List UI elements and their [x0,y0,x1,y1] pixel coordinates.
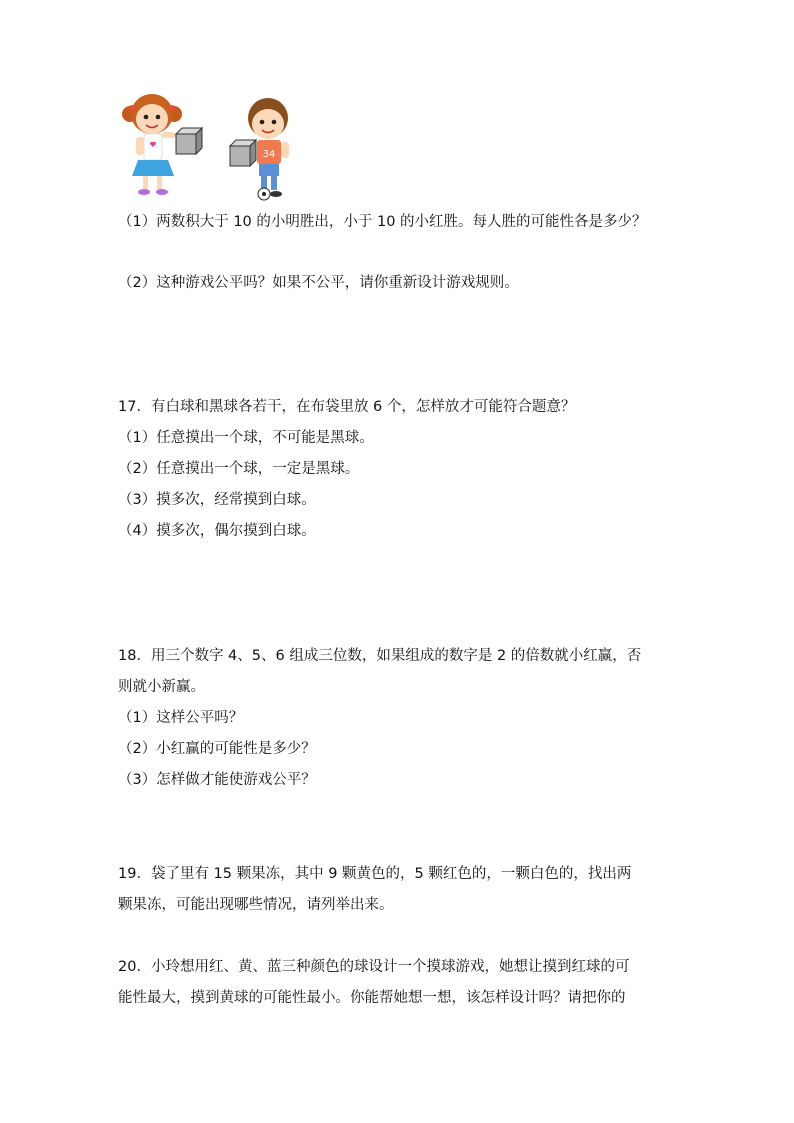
q18-item-2: （2）小红赢的可能性是多少？ [118,741,316,757]
cube-icon [230,140,256,166]
q18-item-3: （3）怎样做才能使游戏公平？ [118,772,316,788]
illustration-svg [118,92,308,202]
q17-item-1: （1）任意摸出一个球，不可能是黑球。 [118,430,374,446]
q20-line1: 20．小玲想用红、黄、蓝三种颜色的球设计一个摸球游戏，她想让摸到红球的可 [118,959,630,975]
q17-stem: 17．有白球和黑球各若干，在布袋里放 6 个，怎样放才可能符合题意？ [118,399,576,415]
q16-sub1: （1）两数积大于 10 的小明胜出，小于 10 的小红胜。每人胜的可能性各是多少？ [118,214,647,230]
q17-item-3: （3）摸多次，经常摸到白球。 [118,492,316,508]
q17-item-4: （4）摸多次，偶尔摸到白球。 [118,523,316,539]
children-cube-illustration [118,92,308,202]
q18-stem-line1: 18．用三个数字 4、5、6 组成三位数，如果组成的数字是 2 的倍数就小红赢，否 [118,648,642,664]
cube-icon [176,128,202,154]
q18-item-1: （1）这样公平吗？ [118,710,244,726]
q20-line2: 能性最大，摸到黄球的可能性最小。你能帮她想一想，该怎样设计吗？请把你的 [118,990,626,1006]
girl-figure [122,94,182,195]
q17-item-2: （2）任意摸出一个球，一定是黑球。 [118,461,360,477]
q19-line1: 19．袋了里有 15 颗果冻，其中 9 颗黄色的，5 颗红色的，一颗白色的，找出两 [118,866,632,882]
shirt-number: 34 [262,149,276,160]
q18-stem-line2: 则就小新赢。 [118,679,205,695]
q16-sub2: （2）这种游戏公平吗？如果不公平，请你重新设计游戏规则。 [118,275,519,291]
q19-line2: 颗果冻，可能出现哪些情况，请列举出来。 [118,897,394,913]
